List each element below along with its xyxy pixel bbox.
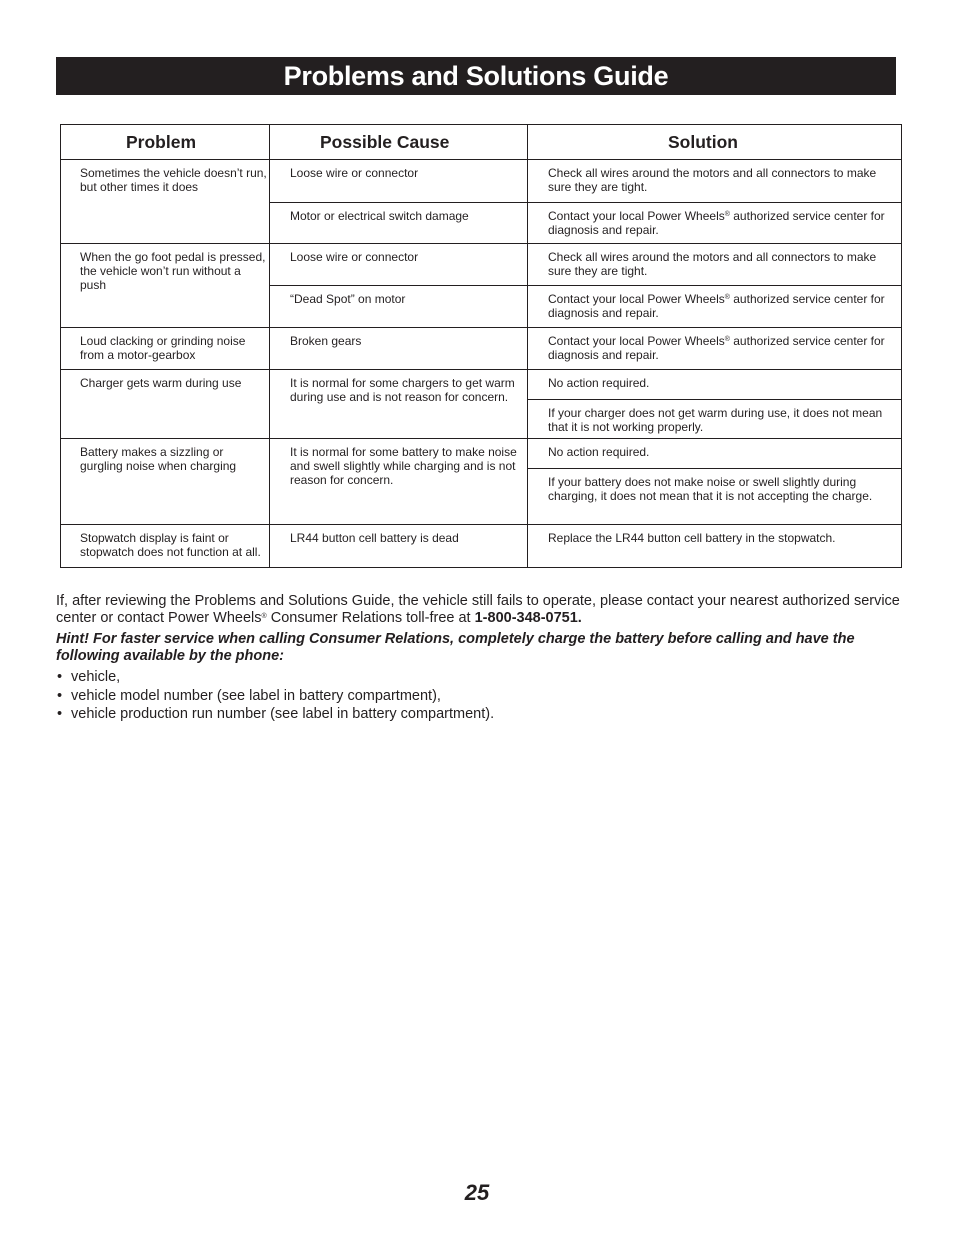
table-header-row xyxy=(61,125,902,160)
problem-cell: When the go foot pedal is pressed, the vehicle won’t run without a push xyxy=(61,244,270,328)
solution-cell: Contact your local Power Wheels® authorized service center for diagnosis and repair. xyxy=(528,328,902,370)
problem-cell: Charger gets warm during use xyxy=(61,370,270,439)
cause-cell: It is normal for some battery to make noise and swell slightly while charging and is not reason for concern. xyxy=(270,439,528,525)
problems-solutions-table xyxy=(60,124,902,568)
table-row xyxy=(61,244,902,286)
solution-cell: No action required. xyxy=(528,370,902,400)
problem-cell: Stopwatch display is faint or stopwatch does not function at all. xyxy=(61,525,270,568)
header-possible-cause: Possible Cause xyxy=(270,125,528,160)
table-row xyxy=(61,439,902,469)
phone-number: 1-800-348-0751. xyxy=(474,610,582,626)
cause-cell: Broken gears xyxy=(270,328,528,370)
list-item: • vehicle production run number (see label in battery compartment). xyxy=(56,705,906,724)
solution-cell: If your battery does not make noise or swell slightly during charging, it does not mean that it is not accepting the charge. xyxy=(528,469,902,525)
info-list xyxy=(56,668,906,724)
solution-cell: Check all wires around the motors and all connectors to make sure they are tight. xyxy=(528,244,902,286)
list-item: • vehicle model number (see label in battery compartment), xyxy=(56,687,906,706)
header-problem: Problem xyxy=(61,125,270,160)
page-number: 25 xyxy=(464,1180,490,1205)
problem-cell: Sometimes the vehicle doesn’t run, but other times it does xyxy=(61,160,270,244)
cause-cell: LR44 button cell battery is dead xyxy=(270,525,528,568)
problem-cell: Loud clacking or grinding noise from a motor-gearbox xyxy=(61,328,270,370)
cause-cell: Loose wire or connector xyxy=(270,160,528,203)
table-row xyxy=(61,160,902,203)
solution-cell: No action required. xyxy=(528,439,902,469)
page-title: Problems and Solutions Guide xyxy=(56,57,896,95)
cause-cell: Motor or electrical switch damage xyxy=(270,203,528,244)
solution-cell: Check all wires around the motors and all connectors to make sure they are tight. xyxy=(528,160,902,203)
header-solution: Solution xyxy=(528,125,902,160)
contact-section xyxy=(56,593,906,724)
solution-cell: Replace the LR44 button cell battery in the stopwatch. xyxy=(528,525,902,568)
solution-cell: If your charger does not get warm during use, it does not mean that it is not working properly. xyxy=(528,400,902,439)
table-row xyxy=(61,328,902,370)
problem-cell: Battery makes a sizzling or gurgling noise when charging xyxy=(61,439,270,525)
cause-cell: It is normal for some chargers to get warm during use and is not reason for concern. xyxy=(270,370,528,439)
cause-cell: Loose wire or connector xyxy=(270,244,528,286)
table-row xyxy=(61,370,902,400)
cause-cell: “Dead Spot” on motor xyxy=(270,286,528,328)
contact-paragraph: If, after reviewing the Problems and Solutions Guide, the vehicle still fails to operate, please contact your nearest authorized service center or contact Power Wheels® Consumer Relations toll-free at 1-800-348-0751. xyxy=(56,593,900,626)
table-row xyxy=(61,525,902,568)
list-item: • vehicle, xyxy=(56,668,906,687)
solution-cell: Contact your local Power Wheels® authorized service center for diagnosis and repair. xyxy=(528,286,902,328)
solution-cell: Contact your local Power Wheels® authorized service center for diagnosis and repair. xyxy=(528,203,902,244)
hint-paragraph: Hint! For faster service when calling Consumer Relations, completely charge the battery before calling and have the following available by the phone: xyxy=(56,631,855,664)
